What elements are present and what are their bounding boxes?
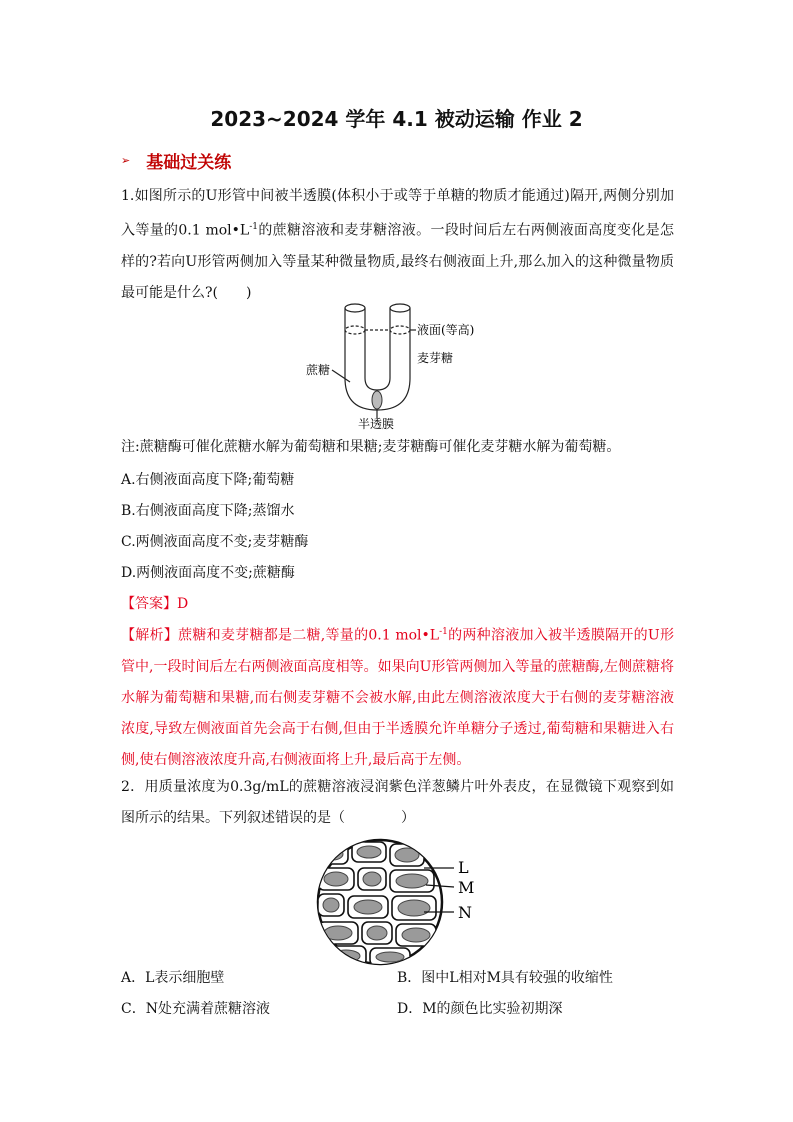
- q1-option-d: D.两侧液面高度不变;蔗糖酶: [121, 565, 295, 581]
- analysis-part1: 蔗糖和麦芽糖都是二糖,等量的0.1 mol•L: [178, 627, 440, 644]
- membrane-shape: [372, 391, 382, 409]
- answer-tag: 【答案】: [121, 596, 177, 612]
- label-M: M: [458, 878, 475, 897]
- q2-option-b: B．图中L相对M具有较强的收缩性: [397, 970, 613, 986]
- analysis-part2: 的两种溶液加入被半透膜隔开的U形管中,一段时间后左右两侧液面高度相等。如果向U形管两侧加入等量的蔗糖酶,左侧蔗糖将水解为葡萄糖和果糖,而右侧麦芽糖不会被水解,由此左侧溶液浓度大于右侧的麦芽糖溶液浓度,导致左侧液面首先会高于右侧,但由于半透膜允许单糖分子透过,葡萄糖和果糖进入右侧,使右侧溶液浓度升高,右侧液面将上升,最后高于左侧。: [121, 627, 675, 768]
- q2-option-c: C．N处充满着蔗糖溶液: [121, 1001, 270, 1017]
- label-N: N: [458, 903, 472, 922]
- q1-stem-superscript: -1: [249, 222, 258, 232]
- page-title: 2023~2024 学年 4.1 被动运输 作业 2: [210, 107, 583, 131]
- label-membrane: 半透膜: [358, 417, 395, 430]
- section-label: 基础过关练: [146, 153, 232, 173]
- q2-option-a: A．L表示细胞壁: [121, 970, 225, 986]
- q1-option-b: B.右侧液面高度下降;蒸馏水: [121, 503, 295, 519]
- analysis-tag: 【解析】: [121, 627, 179, 644]
- q1-stem-part1: 1.如图所示的U形管中间被半透膜(体积小于或等于单糖的物质才能通过)隔开,两侧分别加入等量的0.1 mol•L: [121, 188, 674, 239]
- q1-stem-part2: 的蔗糖溶液和麦芽糖溶液。一段时间后左右两侧液面高度变化是怎样的?若向U形管两侧加入等量某种微量物质,最终右侧液面上升,那么加入的这种微量物质最可能是什么?( ): [121, 222, 675, 301]
- label-L: L: [458, 858, 469, 877]
- q1-analysis: [121, 617, 674, 776]
- analysis-superscript: -1: [439, 627, 448, 637]
- section-heading: [121, 148, 231, 173]
- u-tube-figure: [300, 300, 500, 430]
- q1-note: 注:蔗糖酶可催化蔗糖水解为葡萄糖和果糖;麦芽糖酶可催化麦芽糖水解为葡萄糖。: [121, 439, 621, 455]
- q1-option-a: A.右侧液面高度下降;葡萄糖: [121, 472, 295, 488]
- arrow-bullet-icon: ➢: [121, 154, 131, 167]
- label-liquid-level: 液面(等高): [417, 323, 475, 337]
- q2-stem: 2．用质量浓度为0.3g/mL的蔗糖溶液浸润紫色洋葱鳞片叶外表皮，在显微镜下观察到如图所示的结果。下列叙述错误的是（ ）: [121, 779, 674, 826]
- q1-option-c: C.两侧液面高度不变;麦芽糖酶: [121, 534, 309, 550]
- q1-answer: [121, 593, 188, 613]
- q2-option-d: D．M的颜色比实验初期深: [397, 1001, 563, 1017]
- label-maltose: 麦芽糖: [417, 351, 454, 365]
- q1-stem: [121, 181, 674, 309]
- microscope-cell-figure: [316, 838, 486, 966]
- label-sucrose: 蔗糖: [306, 363, 331, 377]
- answer-value: D: [177, 596, 189, 612]
